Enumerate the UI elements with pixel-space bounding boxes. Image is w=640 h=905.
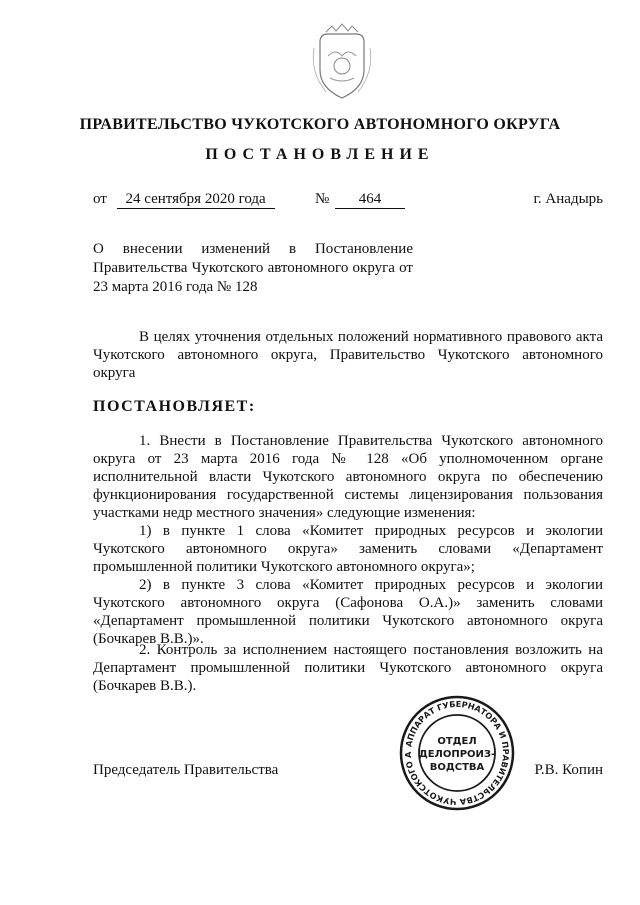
document-subject: О внесении изменений в Постановление Правительства Чукотского автономного округа от 23 марта 2016 года № 128 bbox=[93, 241, 413, 295]
coat-of-arms-icon bbox=[306, 22, 378, 108]
number-label: № bbox=[315, 191, 330, 207]
document-number: 464 bbox=[335, 190, 405, 209]
from-label: от bbox=[93, 191, 107, 207]
document-date: 24 сентября 2020 года bbox=[117, 190, 275, 209]
item-1-2: 2) в пункте 3 слова «Комитет природных ресурсов и экологии Чукотского автономного округа (Сафонова О.А.)» заменить словами «Департамент промышленной политики Чукотского автономного округа (Бочкарев В.В.)». bbox=[93, 577, 603, 647]
item-2: 2. Контроль за исполнением настоящего постановления возложить на Департамент промышленной политики Чукотского автономного округа (Бочкарев В.В.). bbox=[93, 642, 603, 694]
resolves-heading: ПОСТАНОВЛЯЕТ: bbox=[93, 398, 256, 415]
document-type: ПОСТАНОВЛЕНИЕ bbox=[205, 146, 435, 163]
item-1-1: 1) в пункте 1 слова «Комитет природных ресурсов и экологии Чукотского автономного округа» заменить словами «Департамент промышленной политики Чукотского автономного округа»; bbox=[93, 523, 603, 575]
signatory-position: Председатель Правительства bbox=[93, 762, 279, 778]
preamble: В целях уточнения отдельных положений нормативного правового акта Чукотского автономного округа, Правительство Чукотского автономного округа bbox=[93, 329, 603, 381]
document-meta-row bbox=[93, 190, 603, 212]
stamp-center-line-3: ВОДСТВА bbox=[429, 762, 485, 773]
signatory-name: Р.В. Копин bbox=[534, 762, 603, 778]
stamp-center-line-2: ДЕЛОПРОИЗ- bbox=[418, 749, 496, 760]
item-1: 1. Внести в Постановление Правительства Чукотского автономного округа от 23 марта 2016 года № 128 «Об уполномоченном органе исполнительной власти Чукотского автономного округа по обеспечению функционирования государственной системы лицензирования пользования участками недр местного значения» следующие изменения: bbox=[93, 433, 603, 521]
stamp-center-line-1: ОТДЕЛ bbox=[437, 736, 477, 747]
official-stamp bbox=[398, 694, 516, 812]
document-city: г. Анадырь bbox=[533, 191, 603, 207]
stamp-ring-text: АППАРАТ ГУБЕРНАТОРА И ПРАВИТЕЛЬСТВА ЧУКОТСКОГО А bbox=[402, 698, 512, 808]
government-title: ПРАВИТЕЛЬСТВО ЧУКОТСКОГО АВТОНОМНОГО ОКРУГА bbox=[79, 116, 561, 133]
